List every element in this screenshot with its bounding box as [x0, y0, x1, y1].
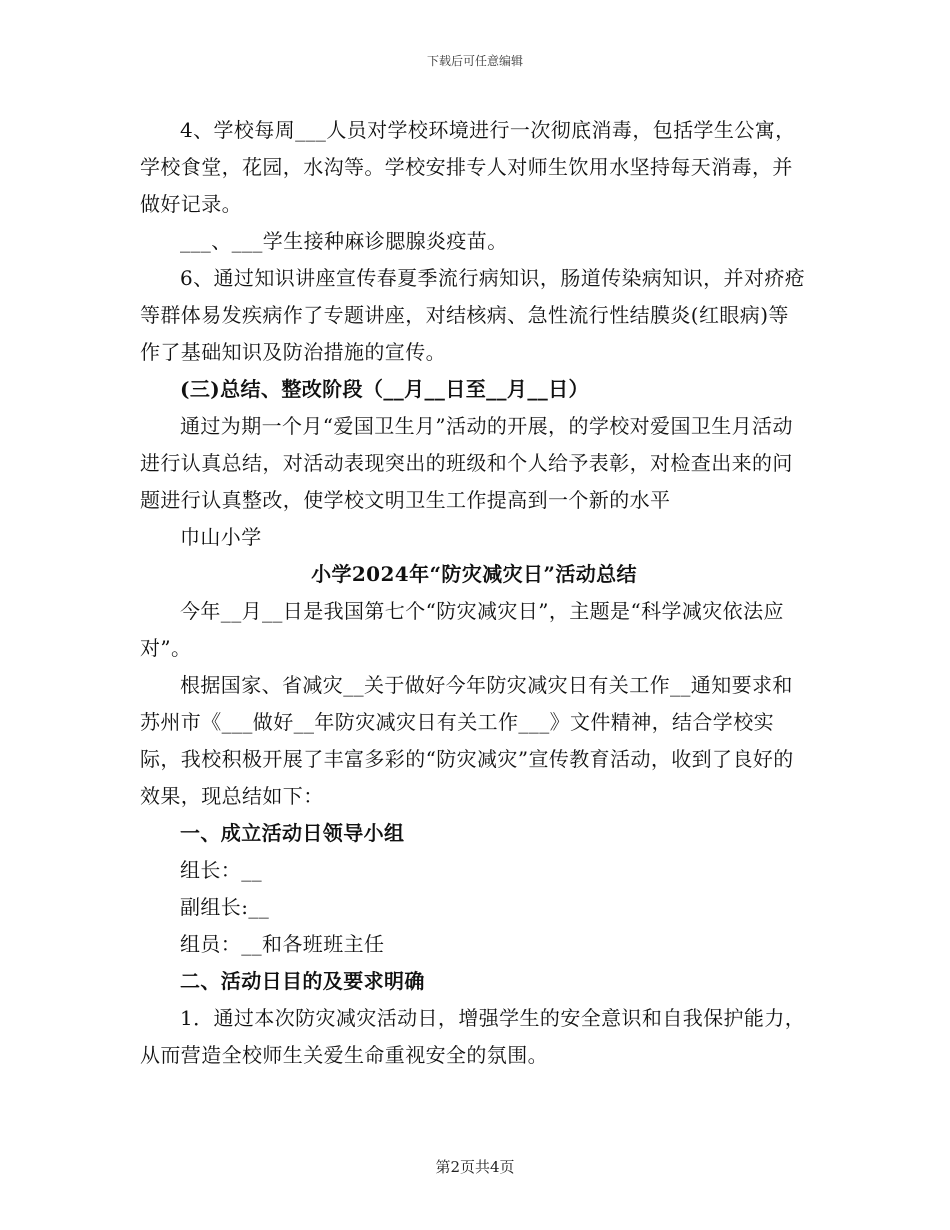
members-line: 组员：__和各班班主任 — [180, 932, 385, 956]
paragraph-background: 根据国家、省减灾__关于做好今年防灾减灾日有关工作__通知要求和苏州市《___做好__年防灾减灾日有关工作___》文件精神，结合学校实际，我校积极开展了丰富多彩的“防灾减灾”宣传教育活动，收到了良好的效果，现总结如下： — [140, 673, 794, 808]
paragraph-vaccination: ___、___学生接种麻诊腮腺炎疫苗。 — [180, 229, 508, 253]
section-heading-summary-stage: (三)总结、整改阶段（__月__日至__月__日） — [180, 377, 589, 401]
signature-school-name: 巾山小学 — [180, 525, 262, 549]
paragraph-disinfection: 4、学校每周___人员对学校环境进行一次彻底消毒，包括学生公寓，学校食堂，花园，水沟等。学校安排专人对师生饮用水坚持每天消毒，并做好记录。 — [140, 118, 796, 216]
page-header: 下载后可任意编辑 — [426, 54, 523, 68]
paragraph-summary: 通过为期一个月“爱国卫生月”活动的开展，的学校对爱国卫生月活动进行认真总结，对活动表现突出的班级和个人给予表彰，对检查出来的问题进行认真整改，使学校文明卫生工作提高到一个新的水平 — [140, 414, 793, 512]
section-heading-goals: 二、活动日目的及要求明确 — [180, 969, 425, 993]
leader-line: 组长：__ — [180, 858, 262, 882]
paragraph-goal-1: 1．通过本次防灾减灾活动日，增强学生的安全意识和自我保护能力，从而营造全校师生关爱生命重视安全的氛围。 — [140, 1006, 806, 1067]
paragraph-lectures: 6、通过知识讲座宣传春夏季流行病知识，肠道传染病知识，并对疥疮等群体易发疾病作了专题讲座，对结核病、急性流行性结膜炎(红眼病)等作了基础知识及防治措施的宣传。 — [140, 266, 806, 364]
deputy-leader-line: 副组长:__ — [180, 895, 270, 919]
document-title: 小学2024年“防灾减灾日”活动总结 — [311, 562, 637, 586]
page-footer: 第2页共4页 — [435, 1158, 515, 1176]
document-body — [140, 112, 808, 1074]
section-heading-leadership: 一、成立活动日领导小组 — [180, 821, 405, 845]
paragraph-intro: 今年__月__日是我国第七个“防灾减灾日”，主题是“科学减灾依法应对”。 — [140, 599, 784, 660]
